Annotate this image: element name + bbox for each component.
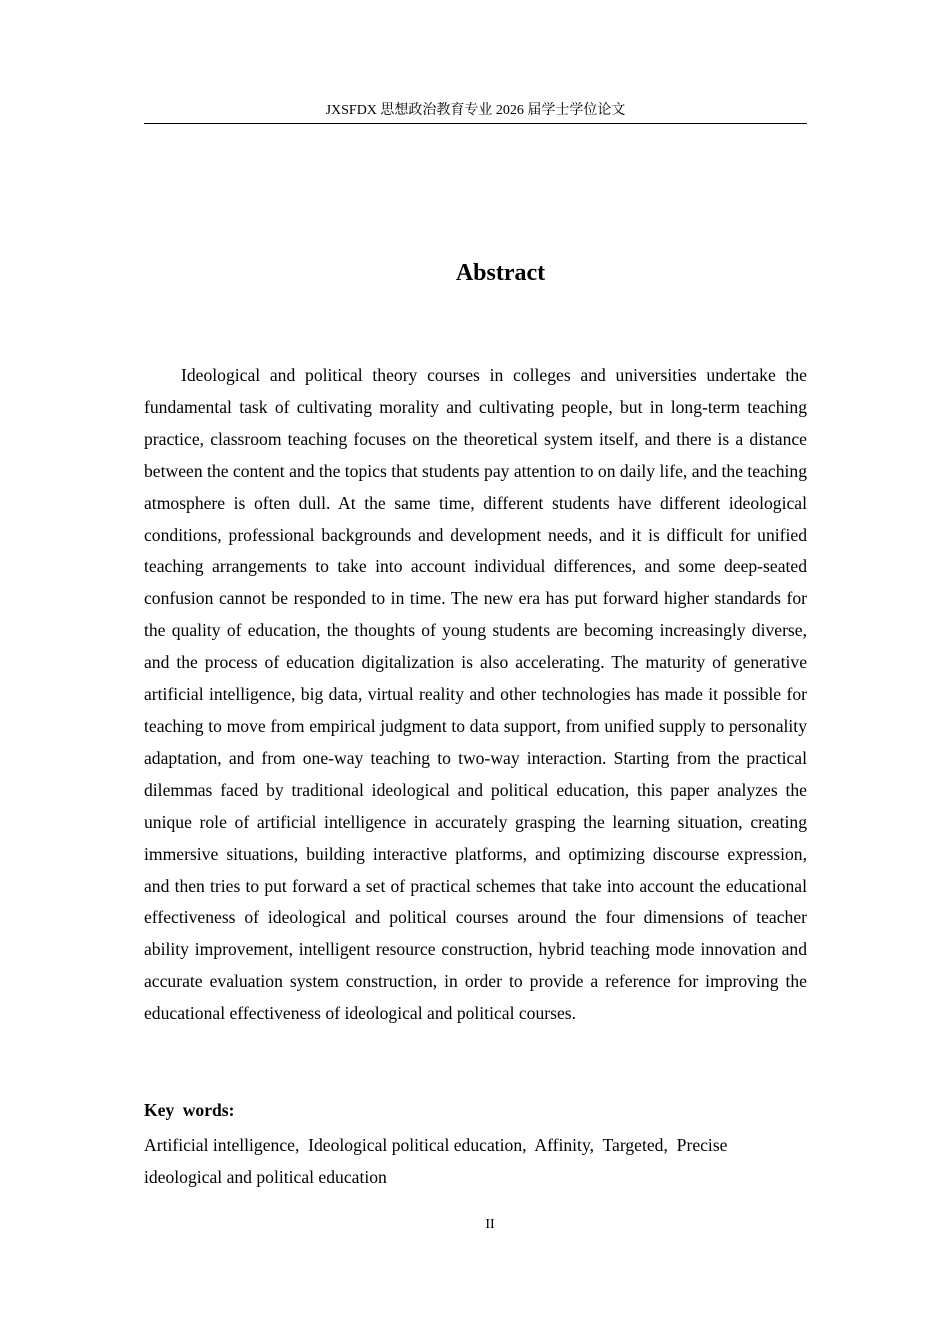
keyword-item: Artificial intelligence — [144, 1135, 295, 1155]
keyword-item: Affinity — [534, 1135, 590, 1155]
abstract-title: Abstract — [455, 260, 546, 286]
keyword-separator: , — [663, 1135, 677, 1155]
page-number: II — [485, 1217, 495, 1232]
header-rule — [144, 123, 807, 124]
keyword-item: Precise ideological and political education — [144, 1135, 728, 1187]
abstract-body: Ideological and political theory courses in colleges and universities undertake the fundamental task of cultivating morality and cultivating people, but in long-term teaching practice, classroom teaching focuses on the theoretical system itself, and there is a distance between the content and the topics that students pay attention to on daily life, and the teaching atmosphere is often dull. At the same time, different students have different ideological conditions, professional backgrounds and development needs, and it is difficult for unified teaching arrangements to take into account individual differences, and some deep-seated confusion cannot be responded to in time. The new era has put forward higher standards for the quality of education, the thoughts of young students are becoming increasingly diverse, and the process of education digitalization is also accelerating. The maturity of generative artificial intelligence, big data, virtual reality and other technologies has made it possible for teaching to move from empirical judgment to data support, from unified supply to personality adaptation, and from one-way teaching to two-way interaction. Starting from the practical dilemmas faced by traditional ideological and political education, this paper analyzes the unique role of artificial intelligence in accurately grasping the learning situation, creating immersive situations, building interactive platforms, and optimizing discourse expression, and then tries to put forward a set of practical schemes that take into account the educational effectiveness of ideological and political courses around the four dimensions of teacher ability improvement, intelligent resource construction, hybrid teaching mode innovation and accurate evaluation system construction, in order to provide a reference for improving the educational effectiveness of ideological and political courses. — [144, 365, 807, 1024]
keyword-item: Targeted — [602, 1135, 664, 1155]
keyword-separator: , — [294, 1135, 309, 1155]
running-header: JXSFDX 思想政治教育专业 2026 届学士学位论文 — [325, 103, 626, 118]
keyword-separator: , — [589, 1135, 603, 1155]
keyword-item: Ideological political education — [308, 1135, 523, 1155]
keywords-list — [144, 1129, 807, 1193]
keywords-heading: Key words: — [144, 1100, 235, 1120]
keyword-separator: , — [522, 1135, 535, 1155]
